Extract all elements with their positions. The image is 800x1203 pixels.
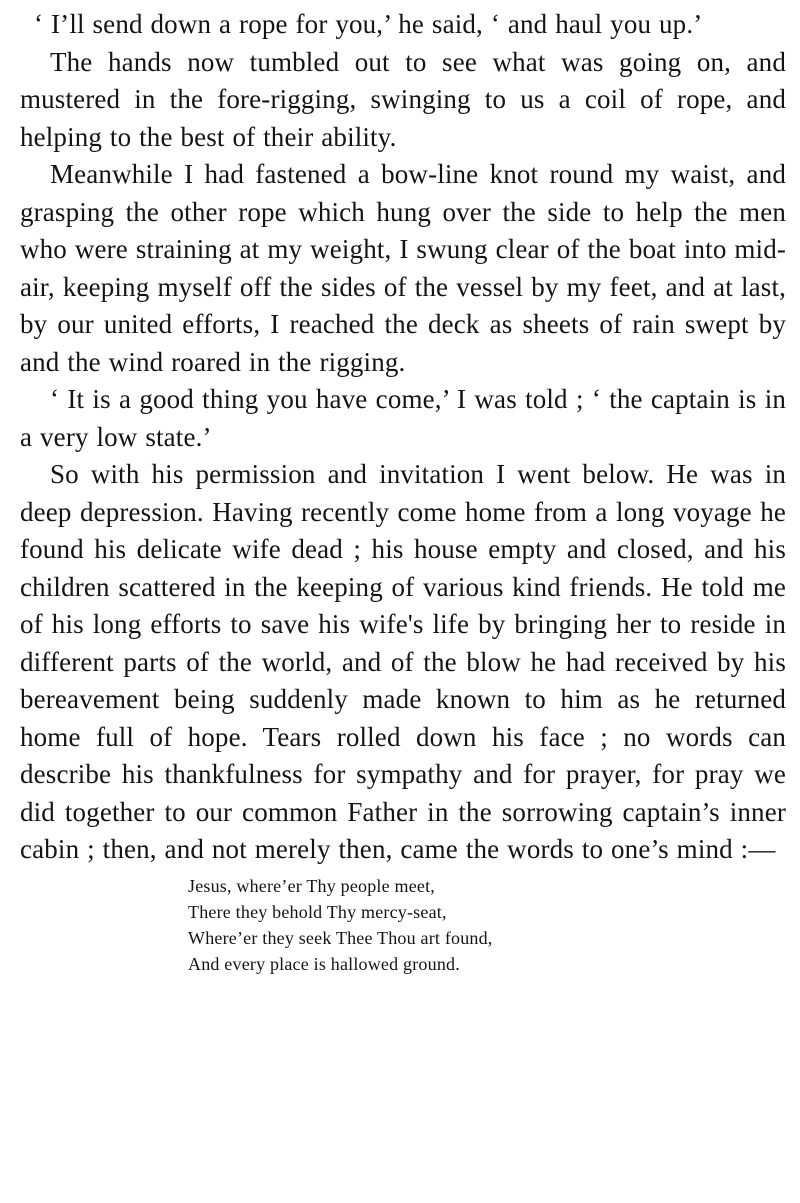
- paragraph-captain-state: ‘ It is a good thing you have come,’ I was told ; ‘ the captain is in a very low state.’: [20, 384, 786, 452]
- prose-body: [20, 6, 786, 869]
- verse-line: There they behold Thy mercy-seat,: [188, 901, 447, 922]
- hymn-verse: [188, 873, 786, 977]
- paragraph-rope-offer: ‘ I’ll send down a rope for you,’ he said, ‘ and haul you up.’: [34, 9, 703, 39]
- paragraph-hands-mustered: The hands now tumbled out to see what was going on, and mustered in the fore-rigging, swinging to us a coil of rope, and helping to the best of their ability.: [20, 46, 786, 152]
- paragraph-reached-deck: Meanwhile I had fastened a bow-line knot round my waist, and grasping the other rope which hung over the side to help the men who were straining at my weight, I swung clear of the boat into mid-air, keeping myself off the sides of the vessel by my feet, and at last, by our united efforts, I reached the deck as sheets of rain swept by and the wind roared in the rigging.: [20, 159, 786, 377]
- verse-line: And every place is hallowed ground.: [188, 953, 460, 974]
- verse-line: Jesus, where’er Thy people meet,: [188, 875, 435, 896]
- verse-line: Where’er they seek Thee Thou art found,: [188, 927, 493, 948]
- paragraph-went-below: So with his permission and invitation I went below. He was in deep depression. Having recently come home from a long voyage he found his delicate wife dead ; his house empty and closed, and his children scattered in the keeping of various kind friends. He told me of his long efforts to save his wife's life by bringing her to reside in different parts of the world, and of the blow he had received by his bereavement being suddenly made known to him as he returned home full of hope. Tears rolled down his face ; no words can describe his thankfulness for sympathy and for prayer, for pray we did together to our common Father in the sorrowing captain’s inner cabin ; then, and not merely then, came the words to one’s mind :—: [20, 459, 786, 864]
